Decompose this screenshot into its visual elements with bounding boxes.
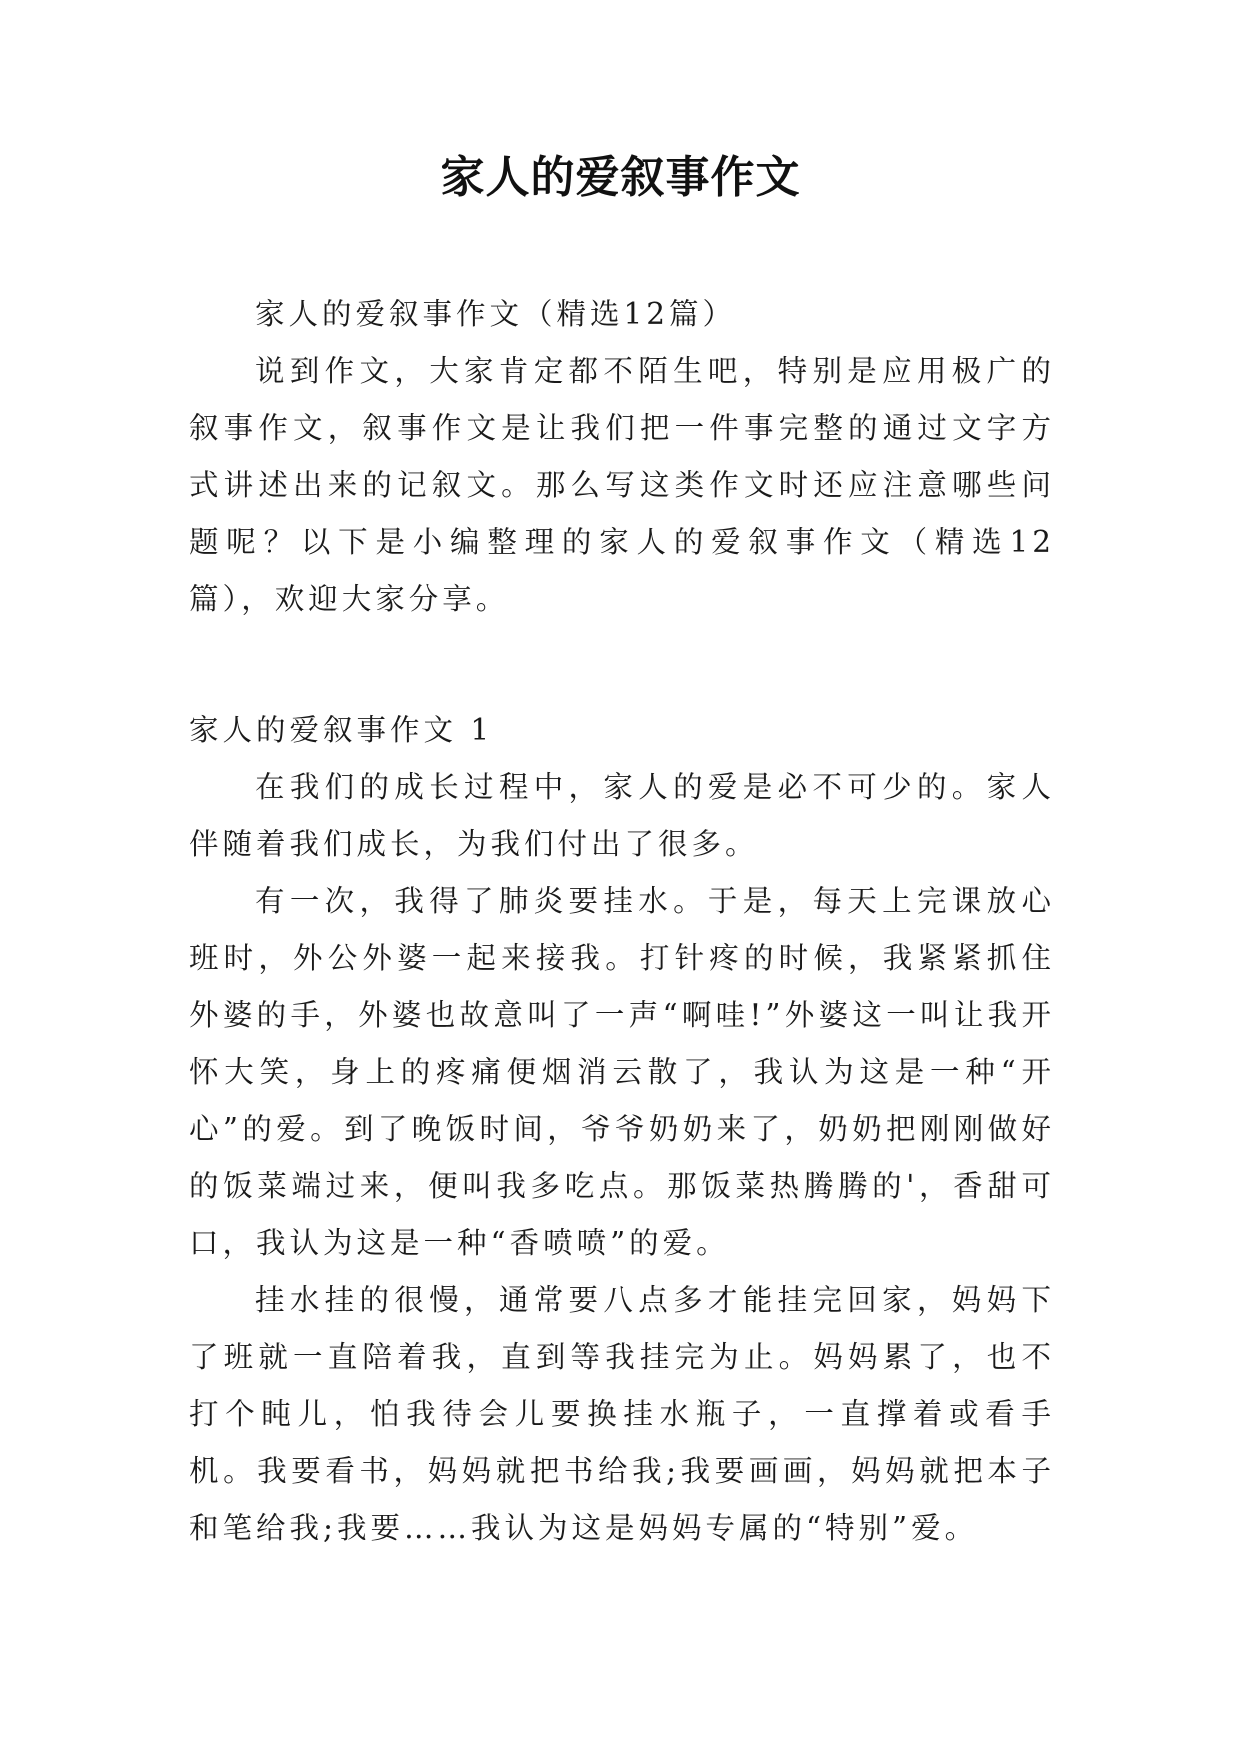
body-paragraph-1: 在我们的成长过程中，家人的爱是必不可少的。家人伴随着我们成长，为我们付出了很多。 [189, 770, 1055, 861]
document-body [189, 286, 1055, 1557]
document-title: 家人的爱叙事作文 [440, 152, 801, 203]
section-spacer [189, 628, 1055, 702]
body-paragraph-3: 挂水挂的很慢，通常要八点多才能挂完回家，妈妈下了班就一直陪着我，直到等我挂完为止。妈妈累了，也不打个盹儿，怕我待会儿要换挂水瓶子，一直撑着或看手机。我要看书，妈妈就把书给我;我要画画，妈妈就把本子和笔给我;我要……我认为这是妈妈专属的“特别”爱。 [189, 1283, 1055, 1545]
document-subtitle: 家人的爱叙事作文（精选12篇） [255, 297, 737, 331]
body-paragraph-2: 有一次，我得了肺炎要挂水。于是，每天上完课放心班时，外公外婆一起来接我。打针疼的时候，我紧紧抓住外婆的手，外婆也故意叫了一声“啊哇!”外婆这一叫让我开怀大笑，身上的疼痛便烟消云散了，我认为这是一种“开心”的爱。到了晚饭时间，爷爷奶奶来了，奶奶把刚刚做好的饭菜端过来，便叫我多吃点。那饭菜热腾腾的'，香甜可口，我认为这是一种“香喷喷”的爱。 [189, 884, 1055, 1260]
intro-paragraph: 说到作文，大家肯定都不陌生吧，特别是应用极广的叙事作文，叙事作文是让我们把一件事完整的通过文字方式讲述出来的记叙文。那么写这类作文时还应注意哪些问题呢？以下是小编整理的家人的爱叙事作文（精选12篇），欢迎大家分享。 [189, 354, 1055, 616]
section-heading: 家人的爱叙事作文 1 [189, 713, 494, 747]
